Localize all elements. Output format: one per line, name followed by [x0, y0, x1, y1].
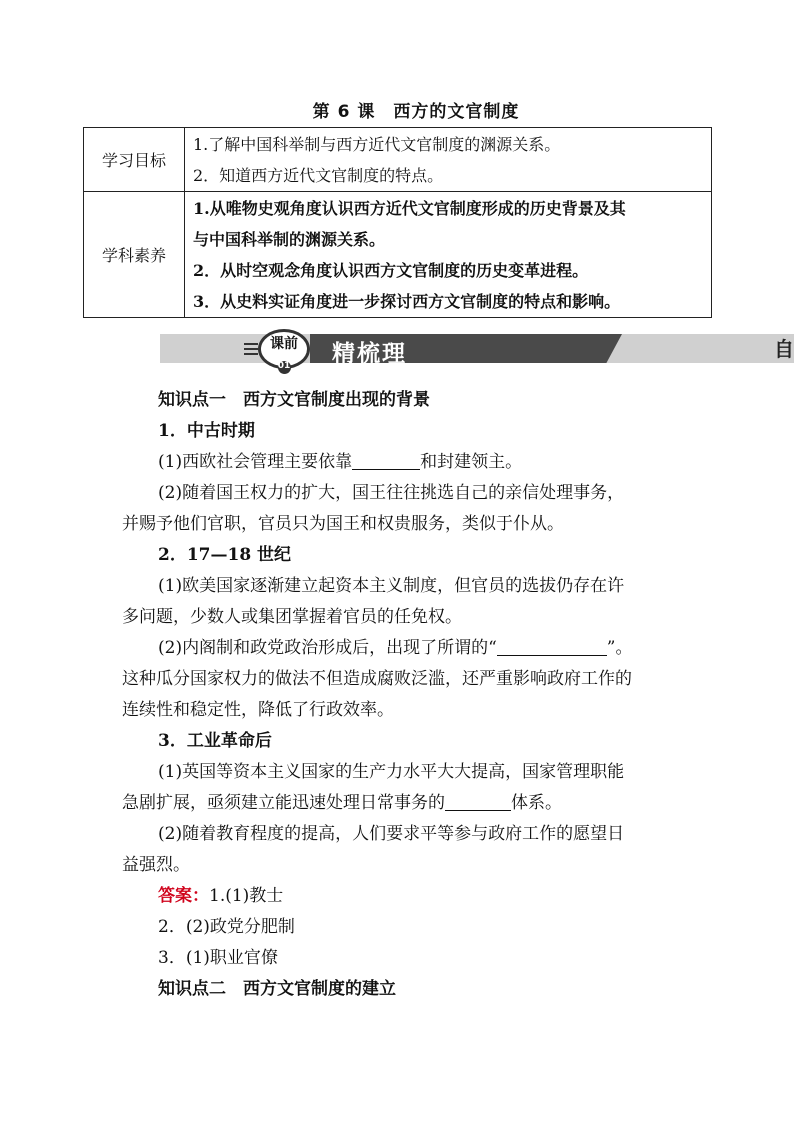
lesson-badge [258, 329, 310, 369]
paragraph-line: 这种瓜分国家权力的做法不但造成腐败泛滥，还严重影响政府工作的 [122, 669, 632, 689]
badge-number: 01 [278, 361, 291, 374]
section-heading: 3．工业革命后 [158, 731, 272, 751]
answer-line: 3．(1)职业官僚 [158, 948, 278, 968]
lesson-title: 第 6 课 西方的文官制度 [312, 102, 520, 122]
paragraph-line: (2)内阁制和政党政治形成后，出现了所谓的“ ”。 [122, 633, 694, 664]
banner-edge-text: 自 [774, 337, 794, 361]
fill-blank[interactable] [352, 449, 420, 470]
speed-lines-icon [244, 343, 258, 358]
answer-label: 答案： [158, 886, 209, 906]
section-banner [160, 329, 794, 369]
objectives-table [83, 127, 712, 318]
section-heading: 2．17—18 世纪 [158, 545, 292, 565]
objectives-body-literacy [185, 192, 712, 318]
banner-title: 精梳理 [332, 341, 407, 367]
badge-label: 课前 [270, 336, 298, 352]
literacy-line: 2．从时空观念角度认识西方文官制度的历史变革进程。 [193, 261, 589, 280]
literacy-line: 与中国科举制的渊源关系。 [193, 230, 386, 249]
objectives-body-goals [185, 128, 712, 192]
paragraph-line: 益强烈。 [122, 855, 190, 875]
knowledge-point-title: 知识点二 西方文官制度的建立 [158, 979, 396, 999]
literacy-line: 1.从唯物史观角度认识西方近代文官制度形成的历史背景及其 [193, 199, 626, 218]
section-heading: 1．中古时期 [158, 421, 255, 441]
objectives-row-goals [84, 128, 712, 192]
answer-line: 答案：1.(1)教士 [158, 886, 284, 906]
paragraph-line: (2)随着教育程度的提高，人们要求平等参与政府工作的愿望日 [158, 824, 625, 844]
paragraph-line: 多问题，少数人或集团掌握着官员的任免权。 [122, 607, 462, 627]
objectives-head-literacy: 学科素养 [84, 192, 185, 318]
fill-blank[interactable] [445, 790, 511, 811]
paragraph-line: 急剧扩展，亟须建立能迅速处理日常事务的 体系。 [122, 788, 694, 819]
paragraph-line: (2)随着国王权力的扩大，国王往往挑选自己的亲信处理事务， [158, 483, 625, 503]
fill-blank[interactable] [497, 635, 607, 656]
paragraph-line: 连续性和稳定性，降低了行政效率。 [122, 700, 394, 720]
paragraph-line: (1)西欧社会管理主要依靠 和封建领主。 [122, 447, 694, 478]
objectives-head-goals: 学习目标 [84, 128, 185, 192]
answer-line: 2．(2)政党分肥制 [158, 917, 295, 937]
paragraph-line: (1)英国等资本主义国家的生产力水平大大提高，国家管理职能 [158, 762, 625, 782]
objective-line: 2．知道西方近代文官制度的特点。 [193, 166, 444, 185]
paragraph-line: (1)欧美国家逐渐建立起资本主义制度，但官员的选拔仍存在许 [158, 576, 625, 596]
paragraph-line: 并赐予他们官职，官员只为国王和权贵服务，类似于仆从。 [122, 514, 564, 534]
main-content [122, 385, 694, 1005]
knowledge-point-title: 知识点一 西方文官制度出现的背景 [158, 390, 430, 410]
objectives-row-literacy [84, 192, 712, 318]
objective-line: 1.了解中国科举制与西方近代文官制度的渊源关系。 [193, 135, 561, 154]
literacy-line: 3．从史料实证角度进一步探讨西方文官制度的特点和影响。 [193, 292, 621, 311]
